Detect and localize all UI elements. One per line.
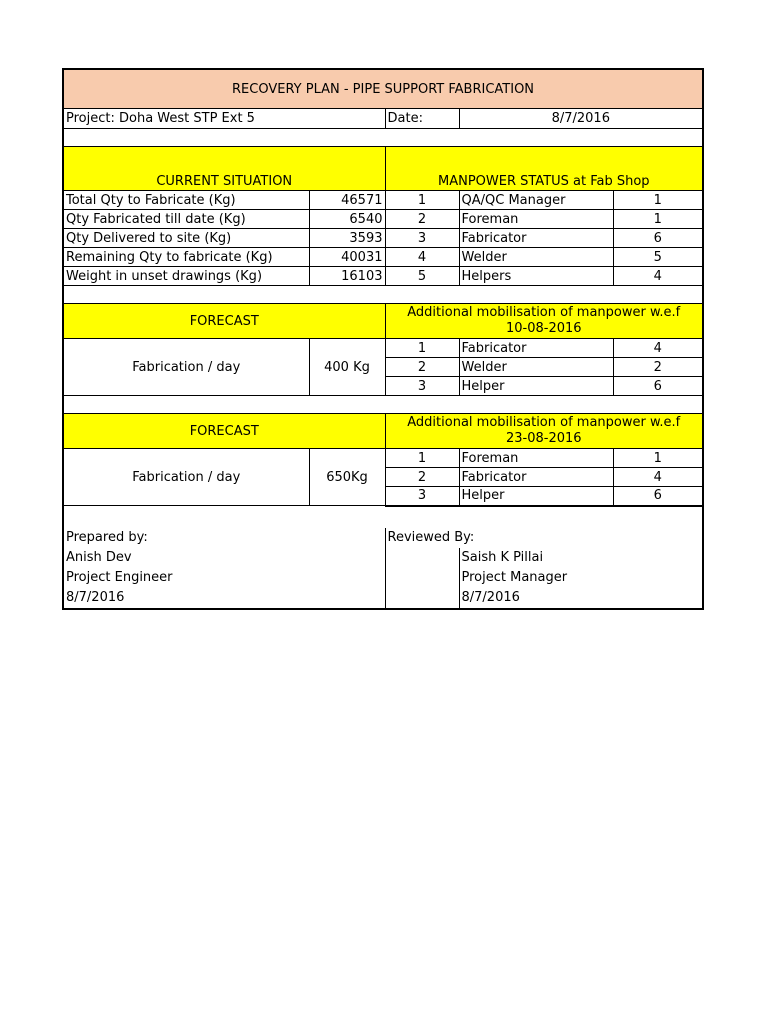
table-row [63,191,703,210]
spacer-row [63,396,703,414]
signoff-spacer [63,506,703,528]
mobilisation-count: 6 [613,377,703,396]
current-label: Weight in unset drawings (Kg) [63,267,309,286]
additional-mobilisation-date: 23-08-2016 [505,431,582,446]
additional-mobilisation-title: Additional mobilisation of manpower w.e.f [407,415,681,430]
additional-mobilisation-date: 10-08-2016 [505,321,582,336]
forecast-label: Fabrication / day [63,449,309,506]
current-label: Total Qty to Fabricate (Kg) [63,191,309,210]
manpower-count: 4 [613,267,703,286]
current-value: 3593 [309,229,385,248]
manpower-role: Fabricator [459,229,613,248]
mobilisation-count: 4 [613,339,703,358]
prepared-by-date: 8/7/2016 [63,588,385,609]
mobilisation-role: Fabricator [459,468,613,487]
table-row [63,267,703,286]
mobilisation-count: 6 [613,487,703,506]
mobilisation-role: Foreman [459,449,613,468]
table-row [63,449,703,468]
current-label: Qty Delivered to site (Kg) [63,229,309,248]
reviewed-by-date: 8/7/2016 [459,588,703,609]
blank-cell [385,548,459,568]
mobilisation-role: Welder [459,358,613,377]
mobilisation-count: 1 [613,449,703,468]
mobilisation-no: 1 [385,449,459,468]
additional-mobilisation-header [385,414,703,449]
project-name: Project: Doha West STP Ext 5 [63,109,385,129]
table-row [63,339,703,358]
prepared-by-label: Prepared by: [63,528,385,548]
mobilisation-count: 2 [613,358,703,377]
mobilisation-no: 3 [385,487,459,506]
prepared-by-title: Project Engineer [63,568,385,588]
manpower-count: 1 [613,210,703,229]
current-label: Remaining Qty to fabricate (Kg) [63,248,309,267]
additional-mobilisation-title: Additional mobilisation of manpower w.e.f [407,305,681,320]
mobilisation-count: 4 [613,468,703,487]
current-value: 40031 [309,248,385,267]
mobilisation-role: Fabricator [459,339,613,358]
sheet-title: RECOVERY PLAN - PIPE SUPPORT FABRICATION [63,69,703,109]
mobilisation-no: 3 [385,377,459,396]
reviewed-by-title: Project Manager [459,568,703,588]
manpower-count: 6 [613,229,703,248]
date-value: 8/7/2016 [459,109,703,129]
recovery-plan-sheet [62,68,704,610]
forecast-label: Fabrication / day [63,339,309,396]
current-value: 46571 [309,191,385,210]
table-row [63,210,703,229]
forecast-value: 400 Kg [309,339,385,396]
table-row [63,248,703,267]
mobilisation-no: 2 [385,358,459,377]
current-value: 16103 [309,267,385,286]
blank-cell [385,568,459,588]
additional-mobilisation-header [385,304,703,339]
forecast-header: FORECAST [63,304,385,339]
current-situation-header: CURRENT SITUATION [63,147,385,191]
mobilisation-no: 1 [385,339,459,358]
manpower-no: 5 [385,267,459,286]
current-label: Qty Fabricated till date (Kg) [63,210,309,229]
manpower-no: 3 [385,229,459,248]
manpower-role: Foreman [459,210,613,229]
table-row [63,229,703,248]
blank-cell [385,588,459,609]
spacer-row [63,286,703,304]
mobilisation-role: Helper [459,377,613,396]
reviewed-by-label: Reviewed By: [385,528,703,548]
manpower-status-header: MANPOWER STATUS at Fab Shop [385,147,703,191]
manpower-count: 1 [613,191,703,210]
mobilisation-no: 2 [385,468,459,487]
current-value: 6540 [309,210,385,229]
manpower-role: QA/QC Manager [459,191,613,210]
reviewed-by-name: Saish K Pillai [459,548,703,568]
date-label: Date: [385,109,459,129]
manpower-role: Welder [459,248,613,267]
prepared-by-name: Anish Dev [63,548,385,568]
mobilisation-role: Helper [459,487,613,506]
manpower-no: 1 [385,191,459,210]
spacer-row [63,129,703,147]
forecast-header: FORECAST [63,414,385,449]
manpower-role: Helpers [459,267,613,286]
manpower-no: 2 [385,210,459,229]
forecast-value: 650Kg [309,449,385,506]
manpower-no: 4 [385,248,459,267]
manpower-count: 5 [613,248,703,267]
